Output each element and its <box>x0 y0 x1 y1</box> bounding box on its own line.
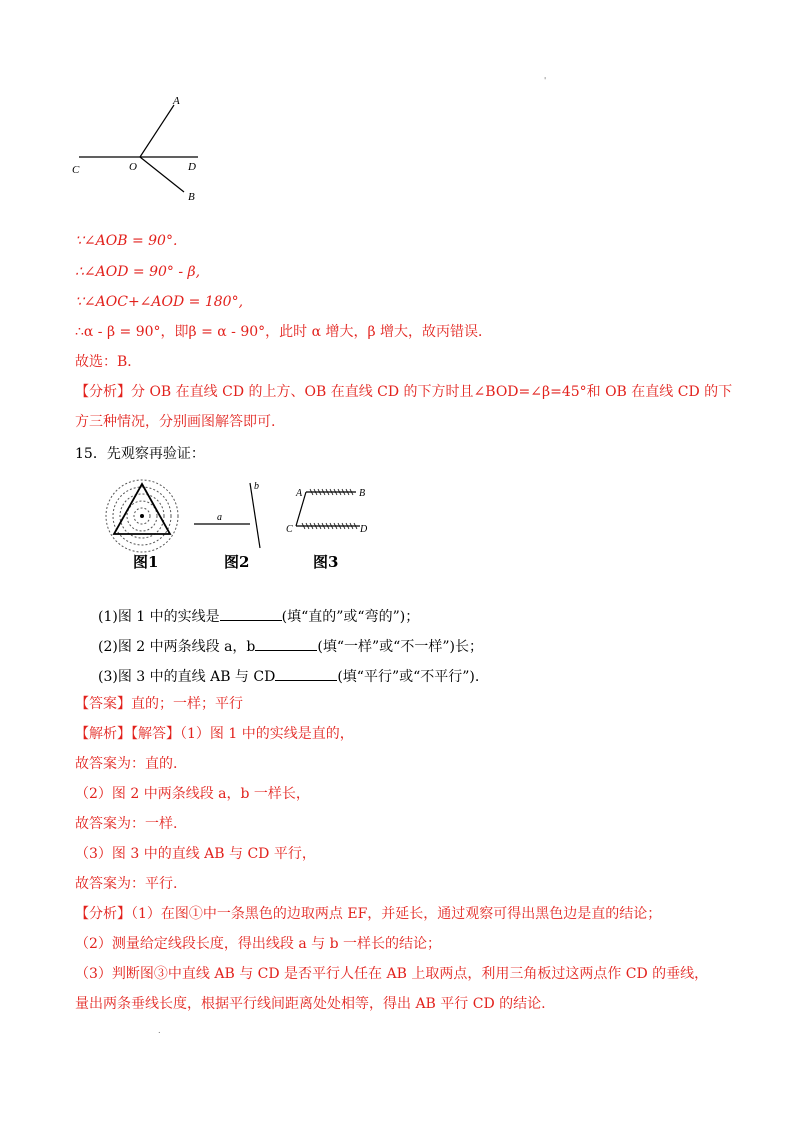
analysis-15-line-1: （2）测量给定线段长度，得出线段 a 与 b 一样长的结论； <box>75 936 442 952</box>
fig3-label-C: C <box>286 524 293 535</box>
label-A: A <box>173 95 180 107</box>
explanation-line-3: 故答案为：一样. <box>75 816 178 832</box>
item-1-suffix: (填“直的”或“弯的”)； <box>281 609 420 625</box>
analysis-15-line-2: （3）判断图③中直线 AB 与 CD 是否平行人任在 AB 上取两点，利用三角板过这两点作 CD 的垂线， <box>75 966 709 982</box>
stray-mark-bottom: . <box>158 1026 161 1035</box>
item-2-suffix: (填“一样”或“不一样”)长； <box>317 639 483 655</box>
solution-line-4: ∴α - β = 90°，即β = α - 90°，此时 α 增大，β 增大，故丙错误． <box>75 324 493 340</box>
choice-line: 故选：B． <box>75 354 142 370</box>
analysis-text: 分 OB 在直线 CD 的上方、OB 在直线 CD 的下方时且∠BOD=∠β=45°和 OB 在直线 CD 的下 <box>131 384 733 400</box>
explanation-line-5: 故答案为：平行. <box>75 876 178 892</box>
solution-line-1: ∵∠AOB = 90°. <box>75 233 178 249</box>
fig3-label-B: B <box>359 488 366 499</box>
explanation-text: （1）图 1 中的实线是直的， <box>180 726 354 742</box>
item-3-suffix: (填“平行”或“不平行”). <box>337 669 480 685</box>
item-2-prefix: (2)图 2 中两条线段 a，b <box>98 639 256 655</box>
stray-mark-top: ' <box>544 76 547 85</box>
figure-1-label: 图1 <box>133 553 159 571</box>
item-1-prefix: (1)图 1 中的实线是 <box>98 609 220 625</box>
explanation-head <box>75 724 354 744</box>
item-2-blank[interactable] <box>255 636 317 651</box>
label-B: B <box>188 191 195 203</box>
figure-3-parallel <box>282 482 372 542</box>
item-3-prefix: (3)图 3 中的直线 AB 与 CD <box>98 669 276 685</box>
question-15-title: 15．先观察再验证： <box>75 446 205 462</box>
explanation-tag: 【解析】【解答】 <box>75 726 180 742</box>
solution-line-2: ∴∠AOD = 90° - β, <box>75 264 201 280</box>
question-item-3 <box>98 666 479 687</box>
explanation-line-4: （3）图 3 中的直线 AB 与 CD 平行， <box>75 846 316 862</box>
analysis-15-head <box>75 904 661 924</box>
solution-line-3: ∵∠AOC+∠AOD = 180°, <box>75 294 244 310</box>
analysis-15-line-3: 量出两条垂线长度，根据平行线间距离处处相等，得出 AB 平行 CD 的结论. <box>75 996 546 1012</box>
item-3-blank[interactable] <box>275 666 337 681</box>
analysis-14-line-1 <box>75 382 732 402</box>
item-1-blank[interactable] <box>220 606 282 621</box>
figure-3-label: 图3 <box>313 553 339 571</box>
explanation-line-2: （2）图 2 中两条线段 a，b 一样长， <box>75 786 310 802</box>
analysis-tag: 【分析】 <box>75 384 131 400</box>
label-C: C <box>72 164 80 176</box>
explanation-line-1: 故答案为：直的. <box>75 756 178 772</box>
label-D: D <box>188 161 196 173</box>
question-item-1 <box>98 606 419 627</box>
fig3-label-A: A <box>296 488 303 499</box>
fig2-label-b: b <box>254 481 259 492</box>
fig3-label-D: D <box>360 524 368 535</box>
angle-figure <box>68 92 218 212</box>
label-O: O <box>129 161 137 173</box>
analysis-14-line-2: 方三种情况，分别画图解答即可. <box>75 414 276 430</box>
analysis-15-text: （1）在图①中一条黑色的边取两点 EF，并延长，通过观察可得出黑色边是直的结论； <box>131 906 662 922</box>
answer-text: 直的；一样；平行 <box>131 696 243 712</box>
analysis-15-tag: 【分析】 <box>75 906 131 922</box>
figure-1-circle <box>102 476 182 556</box>
answer-tag: 【答案】 <box>75 696 131 712</box>
question-item-2 <box>98 636 483 657</box>
figure-2-segments <box>190 478 280 553</box>
answer-line <box>75 694 243 714</box>
fig2-label-a: a <box>217 512 222 523</box>
figure-2-label: 图2 <box>224 553 250 571</box>
